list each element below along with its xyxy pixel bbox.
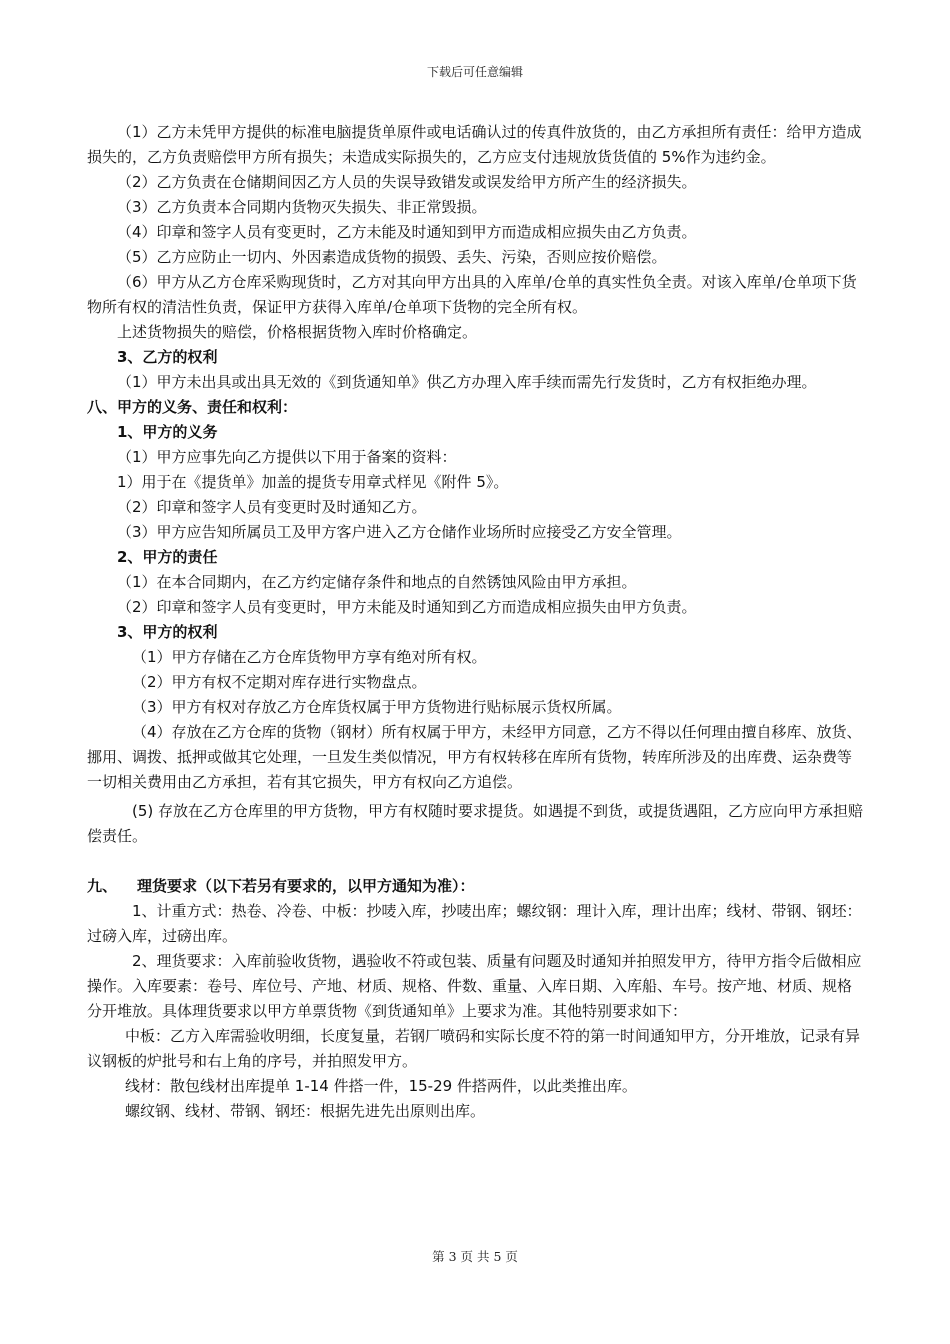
document-body	[87, 120, 865, 1124]
paragraph: 2、理货要求：入库前验收货物，遇验收不符或包装、质量有问题及时通知并拍照发甲方，待甲方指令后做相应操作。入库要素：卷号、库位号、产地、材质、规格、件数、重量、入库日期、入库船、车号。按产地、材质、规格分开堆放。具体理货要求以甲方单票货物《到货通知单》上要求为准。其他特别要求如下：	[87, 952, 862, 1020]
paragraph: 线材：散包线材出库提单 1-14 件搭一件，15-29 件搭两件，以此类推出库。	[125, 1077, 637, 1095]
paragraph: （2）印章和签字人员有变更时，甲方未能及时通知到乙方而造成相应损失由甲方负责。	[117, 598, 697, 616]
paragraph: （5）乙方应防止一切内、外因素造成货物的损毁、丢失、污染，否则应按价赔偿。	[117, 248, 667, 266]
paragraph: （4）存放在乙方仓库的货物（钢材）所有权属于甲方，未经甲方同意，乙方不得以任何理由擅自移库、放货、挪用、调拨、抵押或做其它处理，一旦发生类似情况，甲方有权转移在库所有货物，转库所涉及的出库费、运杂费等一切相关费用由乙方承担，若有其它损失，甲方有权向乙方追偿。	[87, 723, 862, 791]
section-number: 九、	[87, 877, 118, 895]
paragraph: 螺纹钢、线材、带钢、钢坯：根据先进先出原则出库。	[125, 1102, 486, 1120]
paragraph: （2）甲方有权不定期对库存进行实物盘点。	[132, 673, 427, 691]
paragraph: （3）乙方负责本合同期内货物灭失损失、非正常毁损。	[117, 198, 487, 216]
subsection-heading: 3、甲方的权利	[117, 623, 218, 641]
paragraph: （1）甲方应事先向乙方提供以下用于备案的资料：	[117, 448, 457, 466]
page-footer: 第 3 页 共 5 页	[432, 1249, 518, 1264]
paragraph: （2）乙方负责在仓储期间因乙方人员的失误导致错发或误发给甲方所产生的经济损失。	[117, 173, 697, 191]
subsection-heading: 2、甲方的责任	[117, 548, 218, 566]
paragraph: （3）甲方有权对存放乙方仓库货权属于甲方货物进行贴标展示货权所属。	[132, 698, 622, 716]
paragraph: （1）甲方未出具或出具无效的《到货通知单》供乙方办理入库手续而需先行发货时，乙方有权拒绝办理。	[117, 373, 817, 391]
section-title: 理货要求（以下若另有要求的，以甲方通知为准）：	[137, 877, 475, 895]
subsection-heading: 3、乙方的权利	[117, 348, 218, 366]
section-heading	[87, 874, 865, 899]
paragraph: （2）印章和签字人员有变更时及时通知乙方。	[117, 498, 427, 516]
paragraph: 1、计重方式：热卷、冷卷、中板：抄唛入库，抄唛出库；螺纹钢：理计入库，理计出库；线材、带钢、钢坯：过磅入库，过磅出库。	[87, 902, 862, 945]
paragraph: 上述货物损失的赔偿，价格根据货物入库时价格确定。	[117, 323, 478, 341]
paragraph: 1）用于在《提货单》加盖的提货专用章式样见《附件 5》。	[117, 473, 509, 491]
subsection-heading: 1、甲方的义务	[117, 423, 218, 441]
paragraph: （1）在本合同期内，在乙方约定储存条件和地点的自然锈蚀风险由甲方承担。	[117, 573, 637, 591]
paragraph: （1）甲方存储在乙方仓库货物甲方享有绝对所有权。	[132, 648, 487, 666]
page-header: 下载后可任意编辑	[426, 65, 523, 79]
paragraph: （1）乙方未凭甲方提供的标准电脑提货单原件或电话确认过的传真件放货的，由乙方承担所有责任：给甲方造成损失的，乙方负责赔偿甲方所有损失；未造成实际损失的，乙方应支付违规放货货值的 5%作为违约金。	[87, 123, 862, 166]
paragraph: （3）甲方应告知所属员工及甲方客户进入乙方仓储作业场所时应接受乙方安全管理。	[117, 523, 682, 541]
paragraph: （6）甲方从乙方仓库采购现货时，乙方对其向甲方出具的入库单/仓单的真实性负全责。对该入库单/仓单项下货物所有权的清洁性负责，保证甲方获得入库单/仓单项下货物的完全所有权。	[87, 273, 857, 316]
paragraph: 中板：乙方入库需验收明细，长度复量，若钢厂喷码和实际长度不符的第一时间通知甲方，分开堆放，记录有异议钢板的炉批号和右上角的序号，并拍照发甲方。	[87, 1027, 861, 1070]
paragraph: （4）印章和签字人员有变更时，乙方未能及时通知到甲方而造成相应损失由乙方负责。	[117, 223, 697, 241]
section-heading: 八、甲方的义务、责任和权利：	[87, 398, 298, 416]
paragraph: (5) 存放在乙方仓库里的甲方货物，甲方有权随时要求提货。如遇提不到货，或提货遇阻，乙方应向甲方承担赔偿责任。	[87, 802, 864, 845]
